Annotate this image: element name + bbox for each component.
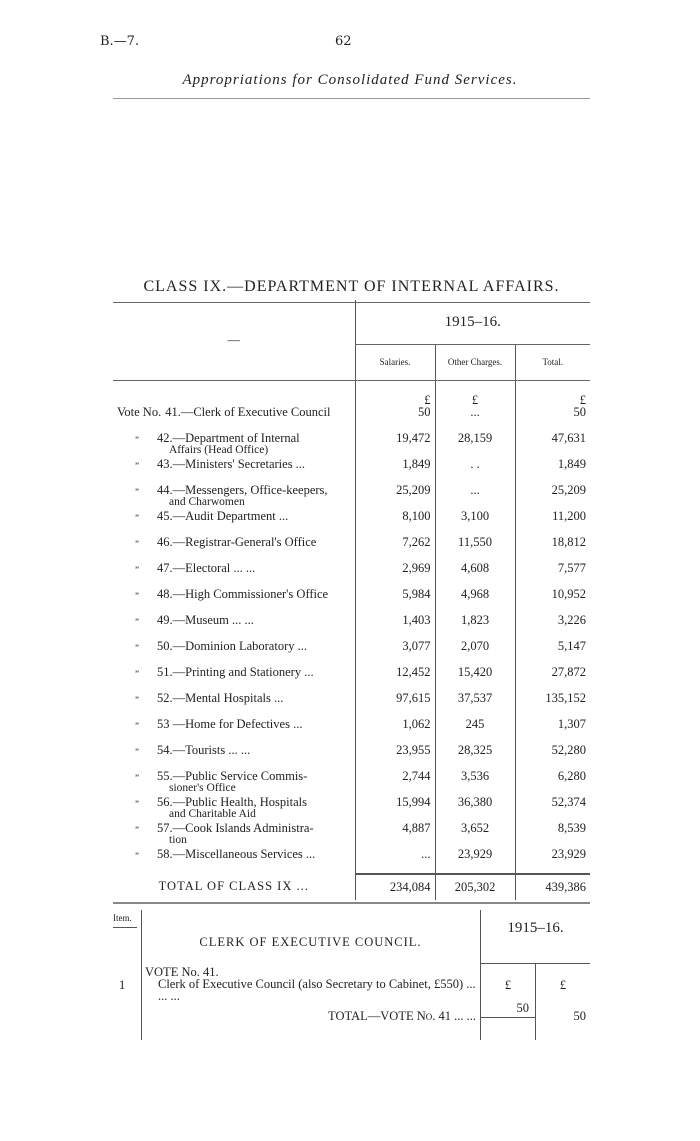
column-rule (141, 910, 142, 1040)
document-ref: B.—7. (100, 34, 140, 49)
other-charges-cell: ... (435, 484, 515, 510)
ditto-mark: ” (135, 669, 139, 679)
vote-label-cont: sioner's Office (169, 782, 236, 794)
divider (113, 98, 590, 99)
total-cell: 3,226 (515, 614, 590, 640)
salaries-cell: 2,969 (355, 562, 435, 588)
vote-label: 57.—Cook Islands Administra- (157, 821, 314, 835)
salaries-cell: 7,262 (355, 536, 435, 562)
salaries-cell: 23,955 (355, 744, 435, 770)
item-description: Clerk of Executive Council (also Secretary to Cabinet, £550) ... ... ... (158, 977, 476, 1003)
total-salaries: 234,084 (355, 874, 435, 900)
page-number: 62 (335, 34, 352, 49)
vote-label: 42.—Department of Internal (157, 431, 300, 445)
ditto-mark: ” (135, 565, 139, 575)
total-cell: 23,929 (515, 848, 590, 874)
other-charges-cell: 28,159 (435, 432, 515, 458)
total-cell: 11,200 (515, 510, 590, 536)
vote-label-cont: Affairs (Head Office) (169, 444, 269, 456)
col-salaries: Salaries. (355, 344, 435, 380)
class-title: CLASS IX.—DEPARTMENT OF INTERNAL AFFAIRS. (143, 278, 560, 295)
other-charges-cell: 37,537 (435, 692, 515, 718)
table-row (113, 484, 590, 510)
vote-label: 53 —Home for Defectives ... (157, 717, 303, 731)
table-row (113, 718, 590, 744)
total-total: 439,386 (515, 874, 590, 900)
vote-label: 43.—Ministers' Secretaries ... (157, 457, 306, 471)
section-heading: CLERK OF EXECUTIVE COUNCIL. (199, 935, 422, 949)
table-row (113, 510, 590, 536)
vote-label: 50.—Dominion Laboratory ... (157, 639, 307, 653)
currency: £ (435, 380, 515, 406)
salaries-cell: ... (355, 848, 435, 874)
total-label: TOTAL OF CLASS IX ... (158, 879, 309, 893)
salaries-cell: 4,887 (355, 822, 435, 848)
ditto-mark: ” (135, 435, 139, 445)
table-row (113, 692, 590, 718)
column-rule (535, 963, 536, 1040)
table-row (113, 744, 590, 770)
blank-header: — (113, 300, 355, 380)
ditto-mark: ” (135, 591, 139, 601)
salaries-cell: 1,062 (355, 718, 435, 744)
item-number: 1 (119, 978, 126, 992)
divider (113, 902, 590, 904)
currency: £ (355, 380, 435, 406)
ditto-mark: ” (135, 851, 139, 861)
other-charges-cell: 3,536 (435, 770, 515, 796)
vote-label: 55.—Public Service Commis- (157, 769, 308, 783)
salaries-cell: 50 (355, 406, 435, 432)
salaries-cell: 3,077 (355, 640, 435, 666)
ditto-mark: ” (135, 799, 139, 809)
vote-number: VOTE No. 41. (145, 965, 219, 979)
ditto-mark: ” (135, 513, 139, 523)
total-cell: 50 (515, 406, 590, 432)
salaries-cell: 25,209 (355, 484, 435, 510)
other-charges-cell: 4,968 (435, 588, 515, 614)
table-row (113, 536, 590, 562)
currency: £ (504, 978, 512, 992)
salaries-cell: 15,994 (355, 796, 435, 822)
other-charges-cell: ... (435, 406, 515, 432)
table-row (113, 432, 590, 458)
vote-label: 47.—Electoral ... ... (157, 561, 256, 575)
ditto-mark: ” (135, 747, 139, 757)
salaries-cell: 97,615 (355, 692, 435, 718)
other-charges-cell: 15,420 (435, 666, 515, 692)
vote-label: 45.—Audit Department ... (157, 509, 289, 523)
total-cell: 5,147 (515, 640, 590, 666)
total-cell: 7,577 (515, 562, 590, 588)
col-other-charges: Other Charges. (435, 344, 515, 380)
vote-total-amount: 50 (573, 1009, 586, 1023)
total-cell: 6,280 (515, 770, 590, 796)
salaries-cell: 1,403 (355, 614, 435, 640)
vote-label: 44.—Messengers, Office-keepers, (157, 483, 328, 497)
table-row (113, 588, 590, 614)
table-row (113, 458, 590, 484)
table-row (113, 770, 590, 796)
ditto-mark: ” (135, 825, 139, 835)
ditto-mark: ” (135, 695, 139, 705)
ditto-mark: ” (135, 487, 139, 497)
total-other: 205,302 (435, 874, 515, 900)
salaries-cell: 1,849 (355, 458, 435, 484)
vote-label-cont: tion (169, 834, 187, 846)
total-cell: 25,209 (515, 484, 590, 510)
salaries-cell: 12,452 (355, 666, 435, 692)
salaries-cell: 5,984 (355, 588, 435, 614)
vote-label: 48.—High Commissioner's Office (157, 587, 329, 601)
ditto-mark: ” (135, 617, 139, 627)
total-cell: 1,307 (515, 718, 590, 744)
other-charges-cell: . . (435, 458, 515, 484)
other-charges-cell: 11,550 (435, 536, 515, 562)
ditto-mark: ” (135, 461, 139, 471)
total-cell: 52,280 (515, 744, 590, 770)
currency: £ (559, 978, 567, 992)
item-header: Item. (113, 913, 132, 923)
table-row (113, 640, 590, 666)
table-row (113, 822, 590, 848)
total-cell: 8,539 (515, 822, 590, 848)
ditto-mark: Vote No. (117, 405, 162, 419)
currency: £ (515, 380, 590, 406)
table-row (113, 848, 590, 874)
other-charges-cell: 245 (435, 718, 515, 744)
vote-label: 46.—Registrar-General's Office (157, 535, 317, 549)
item-amount: 50 (516, 1001, 529, 1015)
vote-label-cont: and Charitable Aid (169, 808, 256, 820)
vote-label: 52.—Mental Hospitals ... (157, 691, 284, 705)
total-cell: 10,952 (515, 588, 590, 614)
vote-label: 51.—Printing and Stationery ... (157, 665, 314, 679)
total-cell: 135,152 (515, 692, 590, 718)
vote-total-label: TOTAL—VOTE No. 41 ... ... (328, 1009, 476, 1023)
col-total: Total. (515, 344, 590, 380)
section-year: 1915–16. (507, 920, 564, 936)
total-cell: 1,849 (515, 458, 590, 484)
other-charges-cell: 4,608 (435, 562, 515, 588)
table-row (113, 614, 590, 640)
other-charges-cell: 1,823 (435, 614, 515, 640)
ditto-mark: ” (135, 773, 139, 783)
salaries-cell: 2,744 (355, 770, 435, 796)
page-title: Appropriations for Consolidated Fund Services. (182, 72, 518, 88)
vote-label: 49.—Museum ... ... (157, 613, 254, 627)
table-row (113, 666, 590, 692)
salaries-cell: 8,100 (355, 510, 435, 536)
total-cell: 52,374 (515, 796, 590, 822)
divider (481, 1017, 535, 1018)
ditto-mark: ” (135, 721, 139, 731)
other-charges-cell: 3,652 (435, 822, 515, 848)
other-charges-cell: 28,325 (435, 744, 515, 770)
appropriations-table (113, 300, 590, 900)
other-charges-cell: 23,929 (435, 848, 515, 874)
ditto-mark: ” (135, 539, 139, 549)
vote-label-cont: and Charwomen (169, 496, 245, 508)
other-charges-cell: 2,070 (435, 640, 515, 666)
vote-label: 58.—Miscellaneous Services ... (157, 847, 316, 861)
table-row (113, 796, 590, 822)
other-charges-cell: 36,380 (435, 796, 515, 822)
ditto-mark: ” (135, 643, 139, 653)
total-cell: 47,631 (515, 432, 590, 458)
table-row (113, 406, 590, 432)
vote-label: 56.—Public Health, Hospitals (157, 795, 307, 809)
other-charges-cell: 3,100 (435, 510, 515, 536)
vote-label: 54.—Tourists ... ... (157, 743, 251, 757)
table-row (113, 562, 590, 588)
vote-label: 41.—Clerk of Executive Council (165, 405, 331, 419)
salaries-cell: 19,472 (355, 432, 435, 458)
divider (113, 927, 137, 928)
total-cell: 27,872 (515, 666, 590, 692)
year-header: 1915–16. (355, 300, 590, 344)
total-cell: 18,812 (515, 536, 590, 562)
